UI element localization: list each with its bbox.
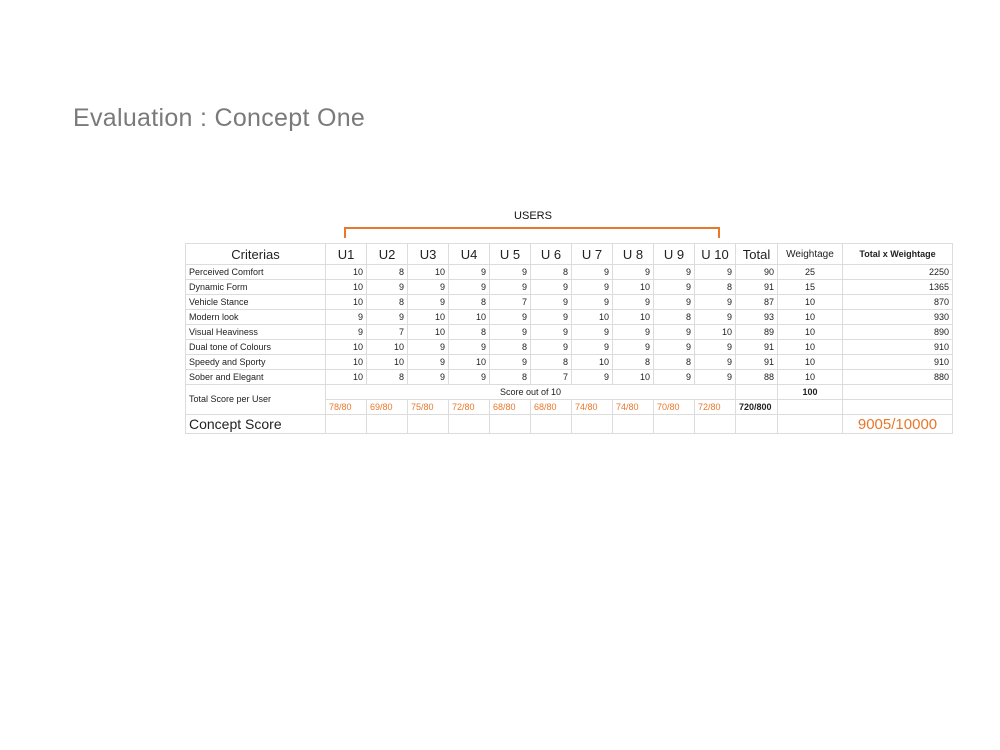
column-header: U 7 (572, 244, 613, 265)
total-cell: 93 (736, 310, 778, 325)
user-total-cell: 68/80 (490, 400, 531, 415)
total-cell: 89 (736, 325, 778, 340)
header-row (186, 244, 953, 265)
score-cell: 9 (531, 340, 572, 355)
table-row (186, 355, 953, 370)
total-score-label: Total Score per User (186, 385, 326, 415)
score-cell: 9 (326, 310, 367, 325)
criteria-label: Perceived Comfort (186, 265, 326, 280)
score-cell: 9 (613, 340, 654, 355)
score-cell: 10 (326, 340, 367, 355)
weightage-cell: 10 (778, 325, 843, 340)
concept-score-label: Concept Score (186, 415, 326, 434)
score-cell: 9 (695, 340, 736, 355)
empty-cell (843, 400, 953, 415)
score-cell: 9 (613, 295, 654, 310)
score-cell: 9 (531, 280, 572, 295)
score-cell: 8 (490, 370, 531, 385)
score-cell: 9 (654, 265, 695, 280)
score-cell: 10 (408, 310, 449, 325)
user-total-cell: 70/80 (654, 400, 695, 415)
score-cell: 8 (490, 340, 531, 355)
column-header: U4 (449, 244, 490, 265)
score-cell: 10 (572, 355, 613, 370)
score-cell: 8 (654, 355, 695, 370)
criteria-label: Speedy and Sporty (186, 355, 326, 370)
user-total-cell: 74/80 (572, 400, 613, 415)
score-cell: 9 (367, 310, 408, 325)
score-cell: 9 (654, 295, 695, 310)
user-total-cell: 72/80 (695, 400, 736, 415)
score-cell: 9 (654, 340, 695, 355)
weightage-cell: 15 (778, 280, 843, 295)
criteria-label: Modern look (186, 310, 326, 325)
empty-cell (326, 415, 367, 434)
product-cell: 910 (843, 355, 953, 370)
user-total-cell: 74/80 (613, 400, 654, 415)
empty-cell (736, 415, 778, 434)
total-cell: 87 (736, 295, 778, 310)
score-cell: 9 (408, 280, 449, 295)
page-title: Evaluation : Concept One (73, 104, 366, 132)
score-cell: 9 (490, 310, 531, 325)
score-cell: 9 (531, 295, 572, 310)
score-cell: 10 (572, 310, 613, 325)
score-cell: 8 (367, 265, 408, 280)
criteria-label: Vehicle Stance (186, 295, 326, 310)
empty-cell (531, 415, 572, 434)
concept-score-value: 9005/10000 (843, 415, 953, 434)
score-out-of-note: Score out of 10 (326, 385, 736, 400)
score-cell: 9 (572, 340, 613, 355)
total-score-row (186, 385, 953, 400)
weightage-cell: 10 (778, 340, 843, 355)
score-cell: 10 (326, 265, 367, 280)
score-cell: 8 (367, 370, 408, 385)
weightage-cell: 25 (778, 265, 843, 280)
user-total-cell: 69/80 (367, 400, 408, 415)
empty-cell (778, 415, 843, 434)
column-header: Weightage (778, 244, 843, 265)
total-cell: 88 (736, 370, 778, 385)
score-cell: 9 (449, 265, 490, 280)
criteria-label: Sober and Elegant (186, 370, 326, 385)
user-total-cell: 72/80 (449, 400, 490, 415)
score-cell: 10 (408, 325, 449, 340)
table-row (186, 295, 953, 310)
score-cell: 9 (449, 280, 490, 295)
column-header: Total x Weightage (843, 244, 953, 265)
score-cell: 9 (572, 325, 613, 340)
score-cell: 10 (449, 355, 490, 370)
product-cell: 2250 (843, 265, 953, 280)
column-header: U 10 (695, 244, 736, 265)
score-cell: 9 (695, 310, 736, 325)
score-cell: 9 (572, 370, 613, 385)
column-header: U1 (326, 244, 367, 265)
empty-cell (613, 415, 654, 434)
score-cell: 8 (531, 265, 572, 280)
empty-cell (778, 400, 843, 415)
score-cell: 9 (572, 265, 613, 280)
score-cell: 9 (572, 295, 613, 310)
score-cell: 9 (408, 370, 449, 385)
score-cell: 10 (326, 370, 367, 385)
score-cell: 10 (367, 355, 408, 370)
score-cell: 9 (367, 280, 408, 295)
criteria-label: Dynamic Form (186, 280, 326, 295)
empty-cell (695, 415, 736, 434)
table-row (186, 325, 953, 340)
score-cell: 10 (613, 280, 654, 295)
score-cell: 10 (613, 310, 654, 325)
score-cell: 9 (531, 310, 572, 325)
total-cell: 91 (736, 280, 778, 295)
column-header: U 5 (490, 244, 531, 265)
score-cell: 9 (572, 280, 613, 295)
empty-cell (367, 415, 408, 434)
score-cell: 9 (449, 340, 490, 355)
score-cell: 10 (613, 370, 654, 385)
empty-cell (572, 415, 613, 434)
criteria-label: Dual tone of Colours (186, 340, 326, 355)
score-cell: 10 (408, 265, 449, 280)
score-cell: 7 (531, 370, 572, 385)
empty-cell (654, 415, 695, 434)
score-cell: 7 (367, 325, 408, 340)
score-cell: 7 (490, 295, 531, 310)
score-cell: 9 (408, 340, 449, 355)
users-label: USERS (514, 210, 552, 222)
score-cell: 8 (367, 295, 408, 310)
score-cell: 10 (695, 325, 736, 340)
score-cell: 9 (326, 325, 367, 340)
users-bracket (344, 227, 720, 238)
empty-cell (736, 385, 778, 400)
product-cell: 910 (843, 340, 953, 355)
score-cell: 9 (695, 355, 736, 370)
score-cell: 9 (695, 295, 736, 310)
column-header: U 9 (654, 244, 695, 265)
user-total-cell: 68/80 (531, 400, 572, 415)
total-cell: 90 (736, 265, 778, 280)
score-cell: 9 (654, 280, 695, 295)
score-cell: 10 (326, 355, 367, 370)
score-cell: 10 (367, 340, 408, 355)
score-cell: 9 (490, 280, 531, 295)
criteria-label: Visual Heaviness (186, 325, 326, 340)
score-cell: 8 (531, 355, 572, 370)
score-cell: 9 (408, 355, 449, 370)
score-cell: 9 (654, 325, 695, 340)
score-cell: 8 (654, 310, 695, 325)
product-cell: 1365 (843, 280, 953, 295)
empty-cell (843, 385, 953, 400)
user-total-cell: 78/80 (326, 400, 367, 415)
product-cell: 890 (843, 325, 953, 340)
score-cell: 9 (531, 325, 572, 340)
concept-score-row (186, 415, 953, 434)
weightage-cell: 10 (778, 370, 843, 385)
empty-cell (490, 415, 531, 434)
user-total-cell: 75/80 (408, 400, 449, 415)
column-header: U 8 (613, 244, 654, 265)
column-header: Criterias (186, 244, 326, 265)
column-header: U 6 (531, 244, 572, 265)
score-cell: 9 (490, 325, 531, 340)
weightage-cell: 10 (778, 295, 843, 310)
product-cell: 880 (843, 370, 953, 385)
table-row (186, 265, 953, 280)
column-header: U3 (408, 244, 449, 265)
evaluation-table (185, 243, 953, 434)
score-cell: 9 (490, 355, 531, 370)
column-header: Total (736, 244, 778, 265)
empty-cell (408, 415, 449, 434)
score-cell: 9 (613, 265, 654, 280)
table-row (186, 310, 953, 325)
table-row (186, 370, 953, 385)
column-header: U2 (367, 244, 408, 265)
weightage-total: 100 (778, 385, 843, 400)
score-cell: 10 (449, 310, 490, 325)
score-cell: 8 (613, 355, 654, 370)
grand-total-cell: 720/800 (736, 400, 778, 415)
score-cell: 8 (449, 295, 490, 310)
score-cell: 9 (654, 370, 695, 385)
total-cell: 91 (736, 355, 778, 370)
score-cell: 9 (695, 265, 736, 280)
product-cell: 930 (843, 310, 953, 325)
score-cell: 9 (408, 295, 449, 310)
score-cell: 9 (695, 370, 736, 385)
table-row (186, 280, 953, 295)
weightage-cell: 10 (778, 310, 843, 325)
score-cell: 9 (490, 265, 531, 280)
empty-cell (449, 415, 490, 434)
score-cell: 9 (613, 325, 654, 340)
score-cell: 10 (326, 295, 367, 310)
score-cell: 10 (326, 280, 367, 295)
table-row (186, 340, 953, 355)
score-cell: 8 (695, 280, 736, 295)
weightage-cell: 10 (778, 355, 843, 370)
total-cell: 91 (736, 340, 778, 355)
score-cell: 8 (449, 325, 490, 340)
score-cell: 9 (449, 370, 490, 385)
product-cell: 870 (843, 295, 953, 310)
